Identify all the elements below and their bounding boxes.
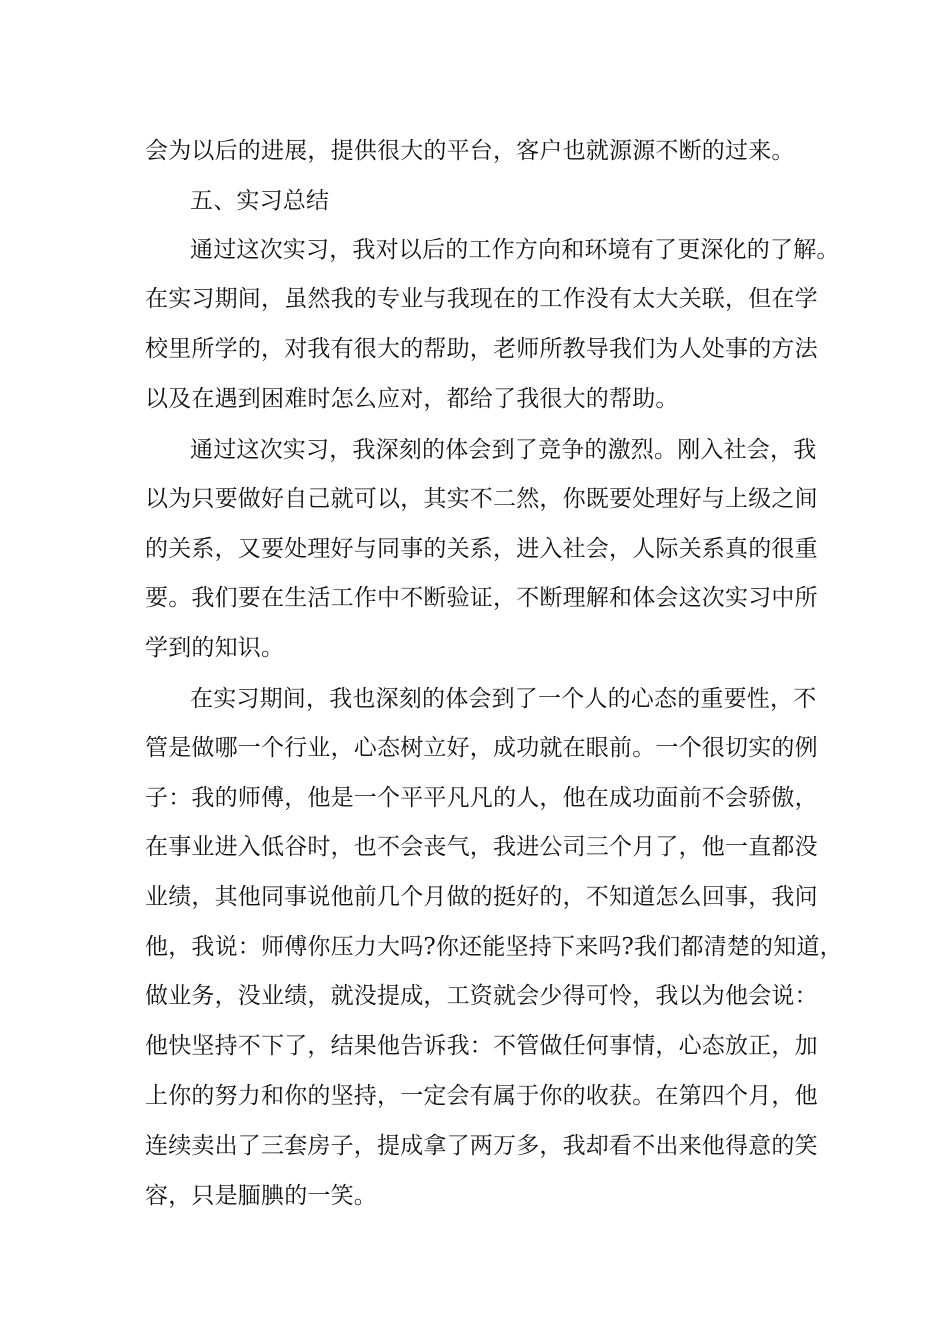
text-line: 在实习期间，虽然我的专业与我现在的工作没有太大关联，但在学 — [145, 286, 818, 312]
text-line: 的关系，又要处理好与同事的关系，进入社会，人际关系真的很重 — [145, 536, 818, 562]
text-line: 校里所学的，对我有很大的帮助，老师所教导我们为人处事的方法 — [145, 336, 818, 362]
text-line: 要。我们要在生活工作中不断验证，不断理解和体会这次实习中所 — [145, 585, 818, 611]
text-line: 管是做哪一个行业，心态树立好，成功就在眼前。一个很切实的例 — [145, 735, 818, 761]
text-line: 会为以后的进展，提供很大的平台，客户也就源源不断的过来。 — [145, 138, 795, 164]
text-line: 容，只是腼腆的一笑。 — [145, 1183, 377, 1209]
text-line: 他快坚持不下了，结果他告诉我：不管做任何事情，心态放正，加 — [145, 1033, 818, 1059]
text-line: 子：我的师傅，他是一个平平凡凡的人，他在成功面前不会骄傲， — [145, 785, 818, 811]
text-line: 通过这次实习，我对以后的工作方向和环境有了更深化的了解。 — [190, 237, 840, 263]
text-line: 上你的努力和你的坚持，一定会有属于你的收获。在第四个月，他 — [145, 1083, 818, 1109]
text-line: 以为只要做好自己就可以，其实不二然，你既要处理好与上级之间 — [145, 486, 818, 512]
text-line: 在实习期间，我也深刻的体会到了一个人的心态的重要性，不 — [190, 686, 817, 712]
text-line: 他，我说：师傅你压力大吗?你还能坚持下来吗?我们都清楚的知道， — [145, 934, 843, 960]
text-line: 通过这次实习，我深刻的体会到了竞争的激烈。刚入社会，我 — [190, 437, 817, 463]
section-heading: 五、实习总结 — [190, 188, 330, 214]
text-line: 以及在遇到困难时怎么应对，都给了我很大的帮助。 — [145, 386, 679, 412]
text-line: 在事业进入低谷时，也不会丧气，我进公司三个月了，他一直都没 — [145, 834, 818, 860]
text-line: 业绩，其他同事说他前几个月做的挺好的，不知道怎么回事，我问 — [145, 884, 818, 910]
text-line: 连续卖出了三套房子，提成拿了两万多，我却看不出来他得意的笑 — [145, 1133, 818, 1159]
text-line: 学到的知识。 — [145, 635, 285, 661]
text-line: 做业务，没业绩，就没提成，工资就会少得可怜，我以为他会说： — [145, 983, 818, 1009]
